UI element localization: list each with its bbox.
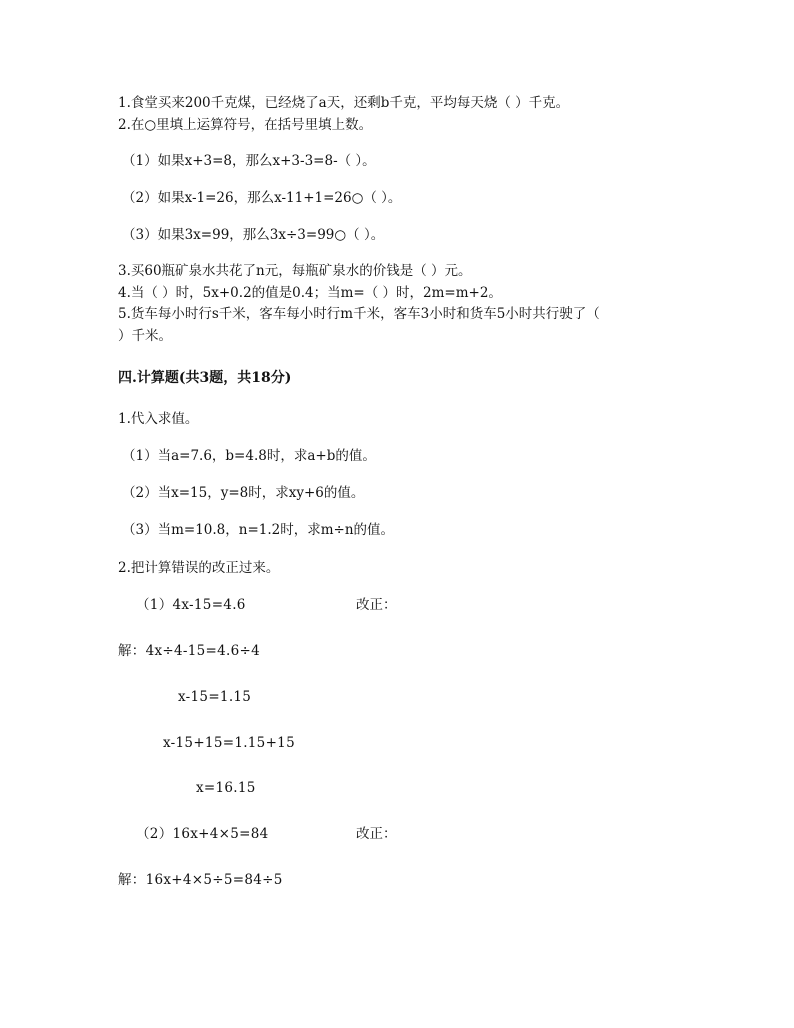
question-3: 3.买60瓶矿泉水共花了n元，每瓶矿泉水的价钱是（ ）元。 — [118, 263, 472, 279]
question-4: 4.当（ ）时，5x+0.2的值是0.4；当m=（ ）时，2m=m+2。 — [118, 285, 502, 301]
question-2-item-1: （1）如果x+3=8，那么x+3-3=8-（ ）。 — [122, 153, 376, 169]
problem-2-label: （2）16x+4×5=84 — [136, 826, 269, 842]
problem-1-step-2: x-15=1.15 — [178, 689, 252, 705]
problem-1-step-4: x=16.15 — [196, 780, 256, 796]
section-4-title: 四.计算题(共3题，共18分) — [118, 370, 292, 386]
calc-question-1-item-1: （1）当a=7.6，b=4.8时，求a+b的值。 — [122, 448, 376, 464]
calc-question-1-item-3: （3）当m=10.8，n=1.2时，求m÷n的值。 — [122, 522, 395, 538]
calc-question-2-intro: 2.把计算错误的改正过来。 — [118, 560, 280, 576]
calc-question-1-intro: 1.代入求值。 — [118, 411, 199, 427]
question-2-item-3: （3）如果3x=99，那么3x÷3=99○（ ）。 — [122, 227, 385, 243]
problem-1-step-1: 解：4x÷4-15=4.6÷4 — [118, 643, 261, 659]
calc-question-1-item-2: （2）当x=15，y=8时，求xy+6的值。 — [122, 485, 365, 501]
problem-2-correction-label: 改正： — [356, 826, 397, 842]
question-2-intro: 2.在○里填上运算符号，在括号里填上数。 — [118, 117, 373, 133]
problem-2-step-1: 解：16x+4×5÷5=84÷5 — [118, 872, 283, 888]
question-5-line-1: 5.货车每小时行s千米，客车每小时行m千米，客车3小时和货车5小时共行驶了（ — [118, 306, 600, 322]
problem-1-step-3: x-15+15=1.15+15 — [163, 735, 295, 751]
problem-1-correction-label: 改正： — [356, 597, 397, 613]
question-5-line-2: ）千米。 — [118, 328, 172, 344]
question-2-item-2: （2）如果x-1=26，那么x-11+1=26○（ ）。 — [122, 190, 402, 206]
problem-1-label: （1）4x-15=4.6 — [136, 597, 246, 613]
question-1: 1.食堂买来200千克煤，已经烧了a天，还剩b千克，平均每天烧（ ）千克。 — [118, 95, 570, 111]
